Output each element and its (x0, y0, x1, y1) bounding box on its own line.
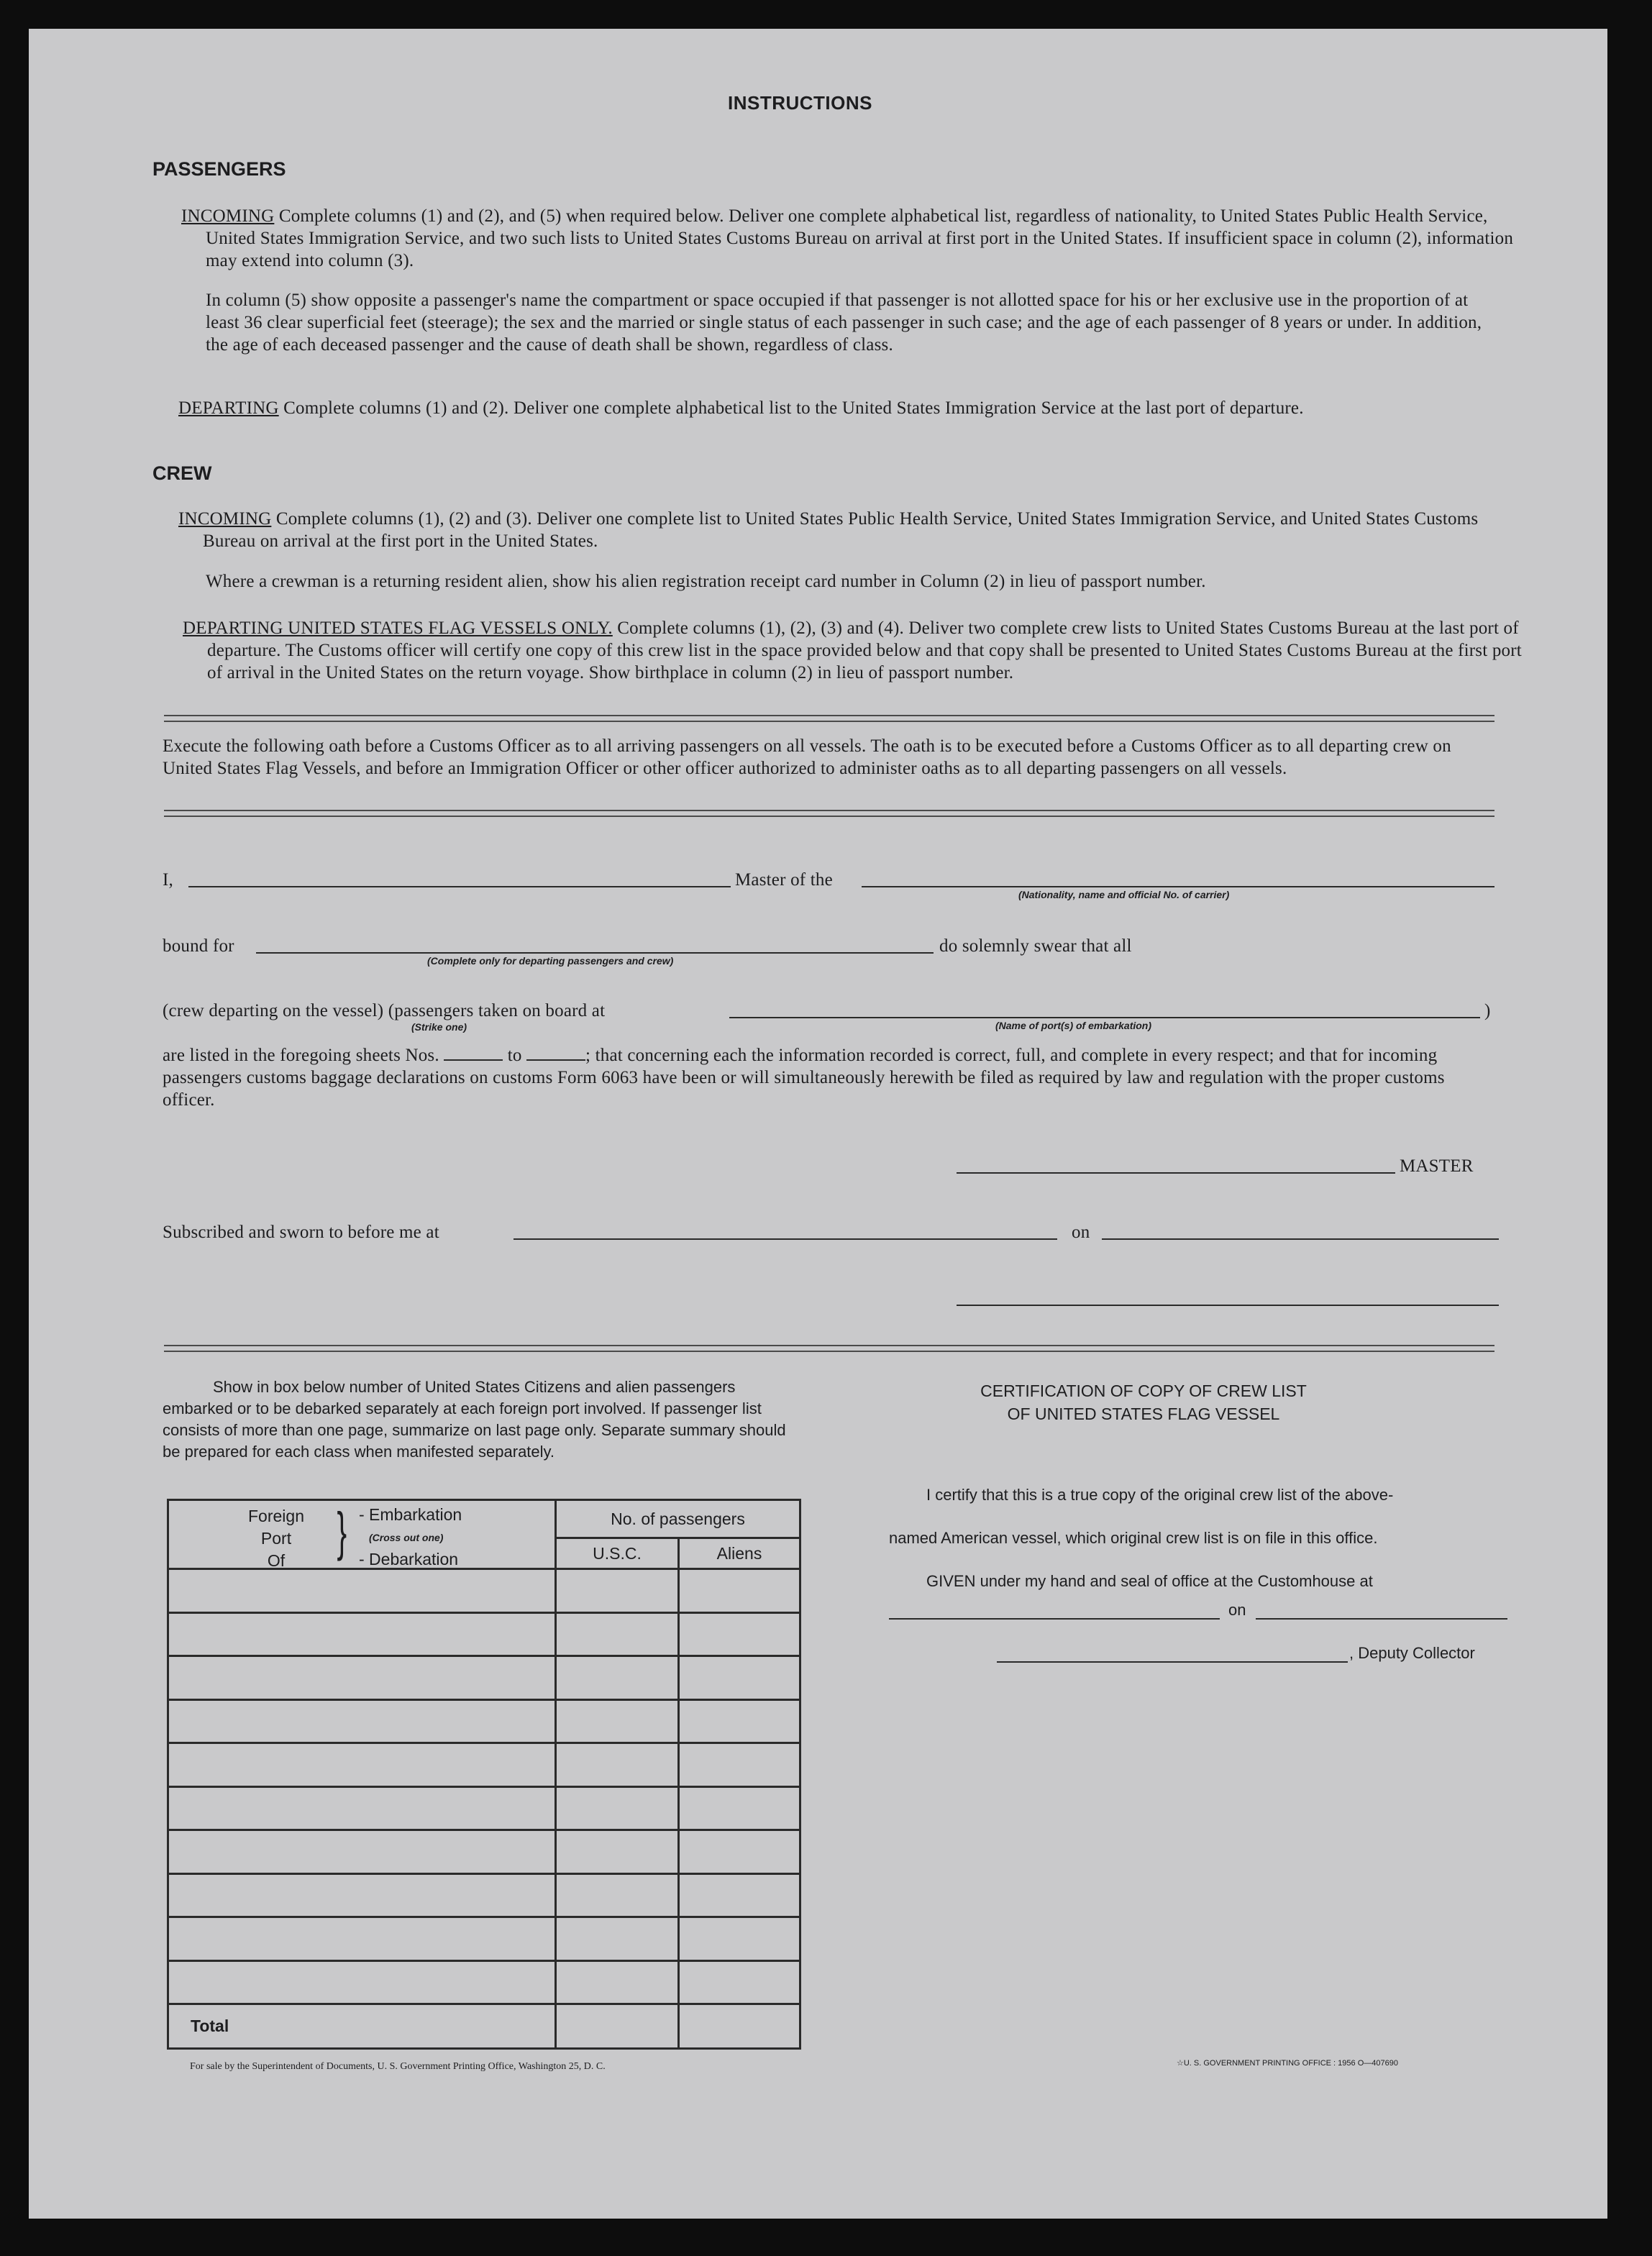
aliens-cell[interactable] (679, 1656, 800, 1700)
deputy-collector-label: , Deputy Collector (1349, 1644, 1475, 1662)
carrier-caption: (Nationality, name and official No. of carrier) (1018, 889, 1230, 900)
aliens-cell[interactable] (679, 1786, 800, 1830)
carrier-field[interactable] (862, 886, 1494, 887)
certification-date-field[interactable] (1256, 1618, 1507, 1620)
customhouse-field[interactable] (889, 1618, 1220, 1620)
usc-cell[interactable] (556, 1917, 679, 1961)
no-passengers-header: No. of passengers (556, 1500, 800, 1538)
table-row[interactable] (168, 1612, 800, 1656)
aliens-cell[interactable] (679, 1612, 800, 1656)
usc-cell[interactable] (556, 1656, 679, 1700)
passengers-departing-text: Complete columns (1) and (2). Deliver one complete alphabetical list to the United States Immigration Service at the last port of departure. (283, 398, 1304, 418)
usc-cell[interactable] (556, 1699, 679, 1743)
oath-i-label: I, (163, 870, 173, 890)
master-label: MASTER (1400, 1156, 1474, 1176)
table-row[interactable] (168, 1656, 800, 1700)
port-cell[interactable] (168, 1830, 556, 1874)
listed-prefix: are listed in the foregoing sheets Nos. (163, 1046, 439, 1065)
port-cell[interactable] (168, 1743, 556, 1787)
footer-printing-office: ☆U. S. GOVERNMENT PRINTING OFFICE : 1956 O—407690 (1177, 2059, 1398, 2068)
passengers-departing-paragraph (178, 397, 1522, 419)
table-row[interactable] (168, 1569, 800, 1613)
usc-header: U.S.C. (556, 1538, 679, 1569)
instructions-title: INSTRUCTIONS (728, 92, 872, 114)
header-foreign: Foreign (248, 1507, 304, 1525)
close-paren: ) (1484, 1001, 1491, 1020)
certification-title-line1: CERTIFICATION OF COPY OF CREW LIST (980, 1382, 1307, 1400)
listed-text: ; that concerning each the information recorded is correct, full, and complete in every respect; and that for incoming passengers customs baggage declarations on customs Form 6063 have been or will simultaneously herewith be filed as required by law and regulation with the proper customs officer. (163, 1046, 1445, 1110)
section-divider (164, 810, 1494, 817)
passengers-heading: PASSENGERS (152, 158, 286, 180)
usc-cell[interactable] (556, 1960, 679, 2004)
port-cell[interactable] (168, 1656, 556, 1700)
usc-cell[interactable] (556, 1786, 679, 1830)
sheet-from-field[interactable] (444, 1059, 503, 1061)
port-cell[interactable] (168, 1786, 556, 1830)
port-cell[interactable] (168, 1960, 556, 2004)
crew-incoming-label: INCOMING (178, 509, 272, 529)
given-text: GIVEN under my hand and seal of office at the Customhouse at (926, 1572, 1373, 1590)
deputy-collector-signature-field[interactable] (997, 1661, 1348, 1663)
master-signature-field[interactable] (957, 1172, 1395, 1174)
foreign-port-header (168, 1500, 556, 1569)
passengers-departing-label: DEPARTING (178, 398, 279, 418)
aliens-total-cell[interactable] (679, 2004, 800, 2049)
to-label: to (507, 1046, 522, 1065)
passengers-incoming-label: INCOMING (181, 206, 275, 226)
sheet-to-field[interactable] (526, 1059, 585, 1061)
header-embarkation: - Embarkation (359, 1505, 462, 1524)
table-row[interactable] (168, 1873, 800, 1917)
aliens-cell[interactable] (679, 1960, 800, 2004)
usc-cell[interactable] (556, 1830, 679, 1874)
master-name-field[interactable] (188, 886, 731, 887)
aliens-cell[interactable] (679, 1569, 800, 1613)
swear-text: do solemnly swear that all (939, 936, 1132, 956)
certify-line1: I certify that this is a true copy of the original crew list of the above- (926, 1486, 1394, 1504)
usc-total-cell[interactable] (556, 2004, 679, 2049)
total-row (168, 2004, 800, 2049)
header-of: Of (267, 1551, 286, 1570)
table-row[interactable] (168, 1830, 800, 1874)
aliens-cell[interactable] (679, 1917, 800, 1961)
crew-incoming-paragraph (178, 508, 1522, 552)
section-divider (164, 715, 1494, 722)
aliens-cell[interactable] (679, 1743, 800, 1787)
table-header-row (168, 1500, 800, 1538)
crew-incoming-text: Complete columns (1), (2) and (3). Deliver one complete list to United States Public Health Service, United States Immigration Service, and United States Customs Bureau on arrival at the first port in the United States. (203, 509, 1479, 551)
listed-paragraph (163, 1044, 1497, 1111)
section-divider (164, 1345, 1494, 1352)
passengers-incoming-text: Complete columns (1) and (2), and (5) when required below. Deliver one complete alphabetical list, regardless of nationality, to United States Public Health Service, United States Immigration Service, and two such lists to United States Customs Bureau on arrival at first port in the United States. If insufficient space in column (2), information may extend into column (3). (206, 206, 1514, 270)
passenger-summary-table (167, 1499, 801, 2050)
certify-line2: named American vessel, which original crew list is on file in this office. (889, 1529, 1378, 1547)
aliens-cell[interactable] (679, 1873, 800, 1917)
master-of-the-label: Master of the (735, 870, 833, 890)
crew-departing-label: DEPARTING UNITED STATES FLAG VESSELS ONLY. (183, 618, 613, 638)
header-debarkation: - Debarkation (359, 1550, 459, 1568)
officer-signature-field[interactable] (957, 1305, 1499, 1306)
crew-resident-paragraph: Where a crewman is a returning resident alien, show his alien registration receipt card number in Column (2) in lieu of passport number. (206, 572, 1206, 591)
passengers-column5-paragraph: In column (5) show opposite a passenger's name the compartment or space occupied if that passenger is not allotted space for his or her exclusive use in the proportion of at least 36 clear superficial feet (steerage); the sex and the married or single status of each passenger in such case; and the age of each passenger of 8 years or under. In addition, the age of each deceased passenger and the cause of death shall be shown, regardless of class. (206, 291, 1482, 355)
sworn-on-label: on (1072, 1223, 1090, 1242)
crew-heading: CREW (152, 462, 212, 484)
crew-passengers-text: (crew departing on the vessel) (passengers taken on board at (163, 1001, 606, 1020)
bound-for-label: bound for (163, 936, 234, 956)
certification-on-label: on (1228, 1601, 1246, 1619)
aliens-cell[interactable] (679, 1699, 800, 1743)
port-cell[interactable] (168, 1569, 556, 1613)
table-row[interactable] (168, 1917, 800, 1961)
table-row[interactable] (168, 1786, 800, 1830)
table-row[interactable] (168, 1699, 800, 1743)
footer-sale-notice: For sale by the Superintendent of Documents, U. S. Government Printing Office, Washington 25, D. C. (190, 2061, 606, 2072)
crew-departing-paragraph (183, 617, 1522, 684)
port-caption: (Name of port(s) of embarkation) (995, 1020, 1152, 1031)
usc-cell[interactable] (556, 1612, 679, 1656)
usc-cell[interactable] (556, 1743, 679, 1787)
port-cell[interactable] (168, 1699, 556, 1743)
aliens-cell[interactable] (679, 1830, 800, 1874)
header-cross-out: (Cross out one) (369, 1532, 444, 1543)
embarkation-port-field[interactable] (729, 1017, 1480, 1018)
table-row[interactable] (168, 1960, 800, 2004)
oath-instructions: Execute the following oath before a Customs Officer as to all arriving passengers on all vessels. The oath is to be executed before a Customs Officer as to all departing crew on United States Flag Vessels, and before an Immigration Officer or other officer authorized to administer oaths as to all departing passengers on all vessels. (163, 736, 1451, 778)
total-label: Total (168, 2004, 556, 2049)
bound-for-field[interactable] (256, 952, 934, 954)
certification-title (885, 1379, 1402, 1425)
usc-cell[interactable] (556, 1873, 679, 1917)
form-page (29, 29, 1607, 2219)
port-cell[interactable] (168, 1612, 556, 1656)
header-port: Port (260, 1529, 292, 1548)
passengers-incoming-paragraph (181, 205, 1522, 272)
brace-icon: } (337, 1502, 347, 1561)
strike-caption: (Strike one) (411, 1021, 467, 1033)
bound-for-caption: (Complete only for departing passengers and crew) (427, 955, 674, 967)
sworn-date-field[interactable] (1102, 1238, 1499, 1240)
port-cell[interactable] (168, 1917, 556, 1961)
usc-cell[interactable] (556, 1569, 679, 1613)
certification-title-line2: OF UNITED STATES FLAG VESSEL (1007, 1405, 1280, 1423)
aliens-header: Aliens (679, 1538, 800, 1569)
summary-instructions: Show in box below number of United States Citizens and alien passengers embarked or to be debarked separately at each foreign port involved. If passenger list consists of more than one page, summarize on last page only. Separate summary should be prepared for each class when manifested separately. (163, 1378, 786, 1461)
subscribed-label: Subscribed and sworn to before me at (163, 1223, 439, 1242)
table-row[interactable] (168, 1743, 800, 1787)
port-cell[interactable] (168, 1873, 556, 1917)
sworn-place-field[interactable] (514, 1238, 1057, 1240)
crew-departing-text: Complete columns (1), (2), (3) and (4). Deliver two complete crew lists to United States Customs Bureau at the last port of departure. The Customs officer will certify one copy of this crew list in the space provided below and that copy shall be presented to United States Customs Bureau at the first port of arrival in the United States on the return voyage. Show birthplace in column (2) in lieu of passport number. (207, 618, 1522, 682)
